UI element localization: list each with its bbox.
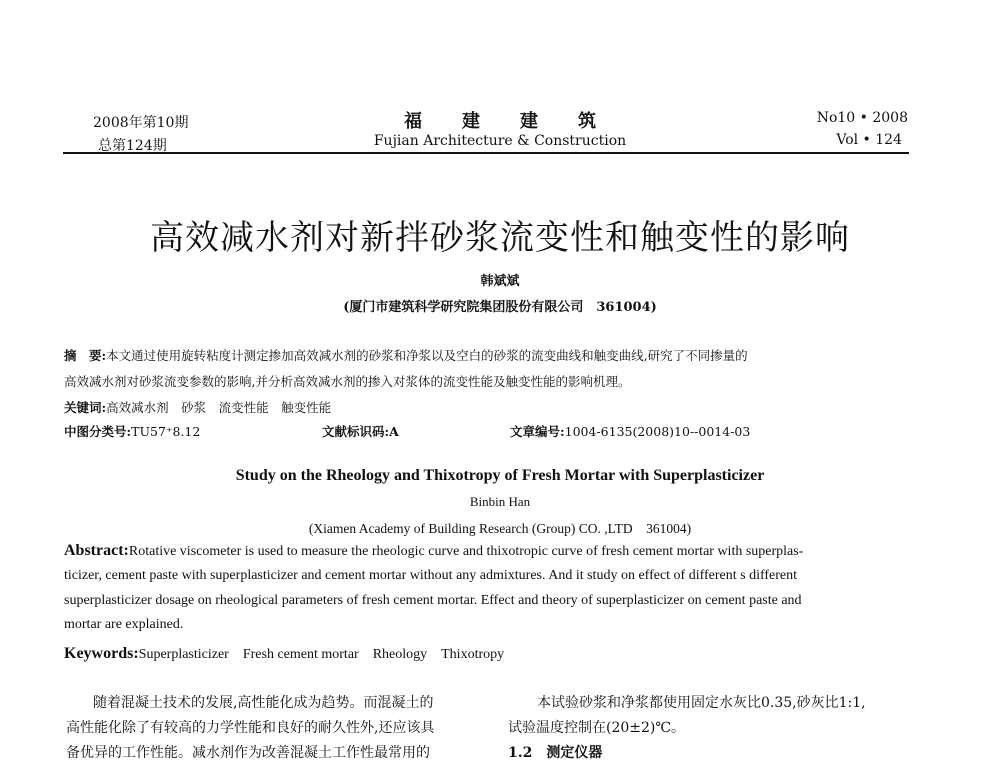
abstract-cn-text1: 本文通过使用旋转粘度计测定掺加高效减水剂的砂浆和净浆以及空白的砂浆的流变曲线和触变曲线,研究了不同掺量的	[106, 348, 748, 363]
body-right-line1: 本试验砂浆和净浆都使用固定水灰比0.35,砂灰比1:1,	[537, 695, 866, 711]
keywords-en-label: Keywords:	[64, 645, 139, 662]
abstract-en-text1: Rotative viscometer is used to measure the rheologic curve and thixotropic curve of fresh cement mortar with superplas-	[128, 544, 804, 559]
body-left-line2: 高性能化除了有较高的力学性能和良好的耐久性外,还应该具	[66, 720, 435, 736]
document-code	[322, 422, 399, 440]
body-right-line2: 试验温度控制在(20±2)℃。	[508, 720, 686, 736]
keywords-en	[64, 643, 924, 663]
abstract-en-line2: ticizer, cement paste with superplasticizer and cement mortar without any admixtures. And it study on effect of different s different	[64, 568, 798, 583]
clc-label: 中图分类号:	[64, 424, 132, 439]
total-issue-cn: 总第124期	[98, 138, 167, 154]
keywords-cn-text: 高效减水剂 砂浆 流变性能 触变性能	[106, 400, 332, 415]
clc-value: TU57⁺8.12	[131, 424, 201, 439]
keywords-en-text: Superplasticizer Fresh cement mortar Rheology Thixotropy	[138, 647, 505, 662]
article-value: 1004-6135(2008)10--0014-03	[564, 424, 751, 439]
body-left-line1: 随着混凝土技术的发展,高性能化成为趋势。而混凝土的	[93, 695, 434, 711]
paper-title-en: Study on the Rheology and Thixotropy of Fresh Mortar with Superplasticizer	[235, 467, 765, 484]
doc-value: A	[389, 424, 399, 439]
clc-number	[64, 422, 200, 440]
affiliation-cn: (厦门市建筑科学研究院集团股份有限公司 361004)	[343, 300, 657, 315]
abstract-en-line4: mortar are explained.	[64, 617, 184, 632]
abstract-cn-label: 摘 要:	[64, 348, 107, 363]
abstract-cn-line1	[64, 346, 924, 364]
journal-name-cn: 福建建筑	[404, 111, 636, 132]
journal-name-en: Fujian Architecture & Construction	[373, 133, 627, 149]
issue-number-en: No10 • 2008	[816, 110, 908, 126]
abstract-en-label: Abstract:	[64, 542, 129, 559]
keywords-cn	[64, 398, 924, 416]
doc-label: 文献标识码:	[322, 424, 390, 439]
affiliation-en: (Xiamen Academy of Building Research (Group) CO. ,LTD 361004)	[308, 521, 692, 536]
body-left-line3: 备优异的工作性能。减水剂作为改善混凝土工作性最常用的	[66, 745, 430, 761]
abstract-en-line1	[64, 542, 924, 560]
paper-title-cn: 高效减水剂对新拌砂浆流变性和触变性的影响	[150, 218, 850, 258]
author-cn: 韩斌斌	[480, 274, 520, 289]
abstract-cn-line2: 高效减水剂对砂浆流变参数的影响,并分析高效减水剂的掺入对浆体的流变性能及触变性能的影响机理。	[64, 374, 631, 389]
header-rule	[63, 152, 909, 154]
keywords-cn-label: 关键词:	[64, 400, 107, 415]
issue-number-cn: 2008年第10期	[93, 115, 189, 131]
section-heading-1-2: 1.2 测定仪器	[508, 745, 603, 761]
article-label: 文章编号:	[510, 424, 565, 439]
author-en: Binbin Han	[469, 494, 531, 509]
volume-number-en: Vol • 124	[836, 132, 902, 148]
article-number	[510, 422, 750, 440]
abstract-en-line3: superplasticizer dosage on rheological parameters of fresh cement mortar. Effect and theory of superplasticizer on cement paste and	[64, 593, 802, 608]
